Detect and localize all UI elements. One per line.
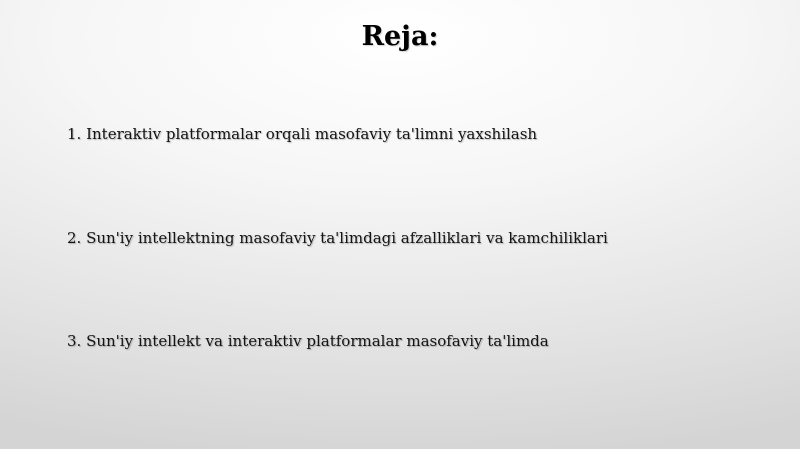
plan-item-1: 1. Interaktiv platformalar orqali masofaviy ta'limni yaxshilash xyxy=(67,125,538,143)
plan-item-3: 3. Sun'iy intellekt va interaktiv platformalar masofaviy ta'limda xyxy=(67,332,549,350)
slide-title: Reja: xyxy=(361,21,439,52)
plan-item-2: 2. Sun'iy intellektning masofaviy ta'limdagi afzalliklari va kamchiliklari xyxy=(67,229,608,247)
